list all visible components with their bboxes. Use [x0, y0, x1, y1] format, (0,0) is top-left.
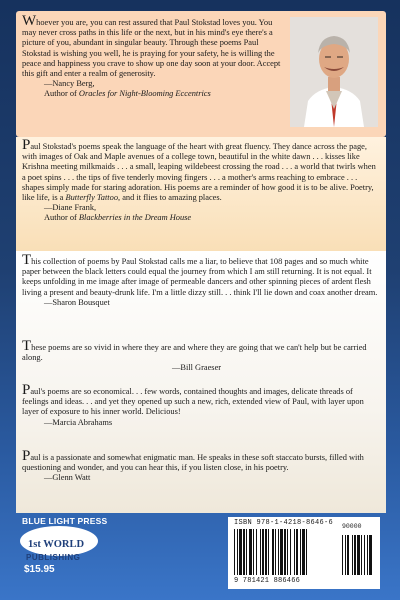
blurb-body: his collection of poems by Paul Stokstad calls me a liar, to believe that 108 pages and so much white paper between the black letters could equal the journey from which I am still returning. It is not equal. It keeps unfolding in me image after image of permeable dancers and other spinning pieces of ardent flesh living a present and beauty-drunk life. I'm a little dizzy still. . . think I'll lie down and coax another dream.	[22, 257, 378, 297]
blurb-author: —Sharon Bousquet	[44, 297, 110, 307]
blurb-text	[22, 137, 378, 224]
publisher-name: BLUE LIGHT PRESS	[22, 516, 108, 526]
blurb-body: aul's poems are so economical. . . few words, contained thoughts and images, delicate threads of feelings and ideas. . . and yet they opened up such a new, rich, extended view of Paul, with layer upon layer of exposure to his inner world. Delicious!	[22, 387, 364, 417]
blurb-author: —Bill Graeser	[172, 363, 222, 373]
drop-cap: P	[22, 137, 31, 153]
drop-cap: P	[22, 448, 31, 464]
barcode-addon: 90000	[342, 523, 362, 530]
publisher-logo	[20, 513, 110, 583]
author-portrait-image	[290, 17, 378, 127]
author-photo	[290, 17, 378, 127]
blurb-sharon-bousquet	[22, 252, 378, 308]
publisher-name-3: PUBLISHING	[26, 553, 81, 562]
blurb-author: —Diane Frank,	[44, 203, 97, 213]
blurb-body: aul is a passionate and somewhat enigmatic man. He speaks in these soft staccato bursts, filled with questioning and wonder, and you can hear this, if you listen close, in his poetry.	[22, 453, 364, 473]
blurb-body: hoever you are, you can rest assured that Paul Stokstad loves you. You may never cross paths in this life or the next, but in his mind's eye there's a picture of you, abundant in singular beauty. Through these poems Paul Stokstad is wishing you well, he is praying for your safety, he is willing the peace and happiness you crave to show up one day soon at your door. Accept this gift and enter a realm of generosity.	[22, 18, 281, 79]
blurb-source	[22, 89, 211, 98]
blurb-glenn-watt	[22, 448, 378, 484]
drop-cap: W	[22, 13, 37, 29]
source-prefix: Author of	[44, 89, 79, 99]
blurb-author: —Glenn Watt	[44, 473, 91, 483]
blurb-body: hese poems are so vivid in where they are and where they are going that we can't help but be carried along.	[22, 343, 367, 363]
blurb-bill-graeser	[22, 338, 378, 374]
bottom-band	[16, 513, 386, 591]
barcode-icon	[234, 529, 374, 577]
blurb-diane-frank	[16, 137, 386, 251]
blurb-marcia-abrahams	[22, 382, 378, 428]
blurb-nancy-berg	[16, 11, 386, 137]
drop-cap: P	[22, 382, 31, 398]
barcode-number: 9 781421 886466	[234, 577, 301, 585]
drop-cap: T	[22, 338, 32, 354]
blurb-author: —Marcia Abrahams	[44, 417, 113, 427]
source-prefix: Author of	[44, 213, 79, 223]
blurb-author: —Nancy Berg,	[44, 79, 95, 89]
blurb-text	[22, 13, 284, 100]
drop-cap: T	[22, 252, 32, 268]
blurb-inline-title: Butterfly Tattoo	[65, 193, 119, 203]
barcode-area	[228, 517, 380, 589]
source-title: Oracles for Night-Blooming Eccentrics	[78, 89, 211, 99]
price-label: $15.95	[24, 564, 55, 575]
isbn-label: ISBN 978-1-4218-8646-6	[234, 519, 334, 527]
blurb-body: aul Stokstad's poems speak the language of the heart with great fluency. They dance across the page, with images of Oak and Maple avenues of a college town, beautiful in the white dawn . . . kisses like Krishna meeting milkmaids . . . a small, leaping wildebeest crossing the road . . . a world that twirls when a poet spins . . . the tips of five tenderly moving fingers . . . a mother's arms reaching to embrace . . . shapes simply made for staring adoration. His poems are a reminder of how good it is to be alive. Poetry, like life, is a	[22, 142, 376, 203]
blurb-body-end: , and it flies to amazing places.	[118, 193, 222, 203]
source-title: Blackberries in the Dream House	[78, 213, 192, 223]
blurbs-panel	[16, 251, 386, 513]
blurb-source	[22, 213, 191, 222]
publisher-emblem	[20, 526, 98, 562]
publisher-name-2: 1st WORLD	[28, 539, 85, 550]
